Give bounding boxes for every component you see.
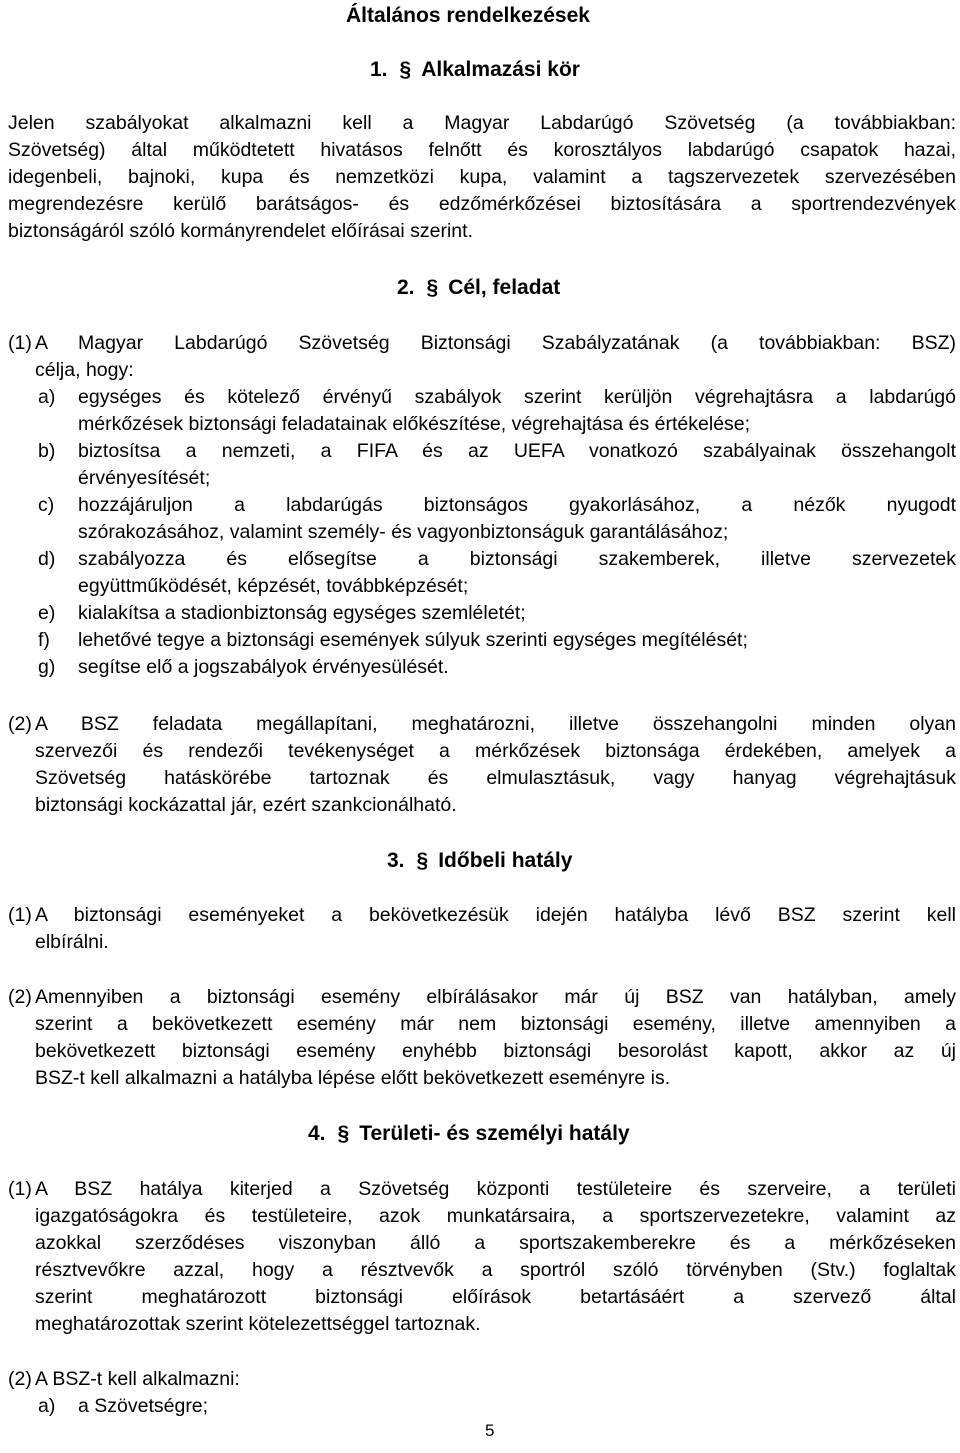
text-line: szervezői és rendezői tevékenységet a mérkőzések biztonsága érdekében, amelyek a [35, 740, 956, 762]
list-label: d) [38, 548, 56, 570]
section-number: 3. [387, 849, 405, 872]
text-line: A biztonsági eseményeket a bekövetkezésük idején hatályba lévő BSZ szerint kell [35, 904, 956, 926]
paragraph-number: (1) [8, 332, 32, 354]
text-line: a Szövetségre; [78, 1395, 209, 1417]
text-line: Szövetség hatáskörébe tartoznak és elmulasztásuk, vagy hanyag végrehajtásuk [35, 767, 956, 789]
paragraph-number: (2) [8, 713, 32, 735]
paragraph-sign: § [426, 276, 439, 299]
section-2-paragraph-2 [8, 711, 956, 819]
text-line: érvényesítését; [78, 467, 211, 489]
paragraph-sign: § [337, 1122, 350, 1145]
section-number: 1. [370, 58, 388, 81]
section-2-paragraph-1 [8, 330, 956, 384]
list-item [38, 438, 956, 492]
text-line: A Magyar Labdarúgó Szövetség Biztonsági Szabályzatának (a továbbiakban: BSZ) [35, 332, 956, 354]
text-line: egységes és kötelező érvényű szabályok szerint kerüljön végrehajtásra a labdarúgó [78, 386, 956, 408]
section-title: Alkalmazási kör [421, 58, 580, 81]
section-number: 2. [397, 276, 415, 299]
text-line: bekövetkezett biztonsági esemény enyhébb biztonsági besorolást kapott, akkor az új [35, 1040, 956, 1062]
paragraph-number: (1) [8, 1178, 32, 1200]
section-1-paragraph [8, 110, 956, 245]
list-label: a) [38, 1395, 56, 1417]
text-line: megrendezésre kerülő barátságos- és edzőmérkőzései biztosítására a sportrendezvények [8, 193, 956, 215]
section-number: 4. [308, 1122, 326, 1145]
paragraph-sign: § [399, 58, 412, 81]
list-item [38, 1393, 956, 1420]
section-4-list [38, 1393, 956, 1420]
text-line: Amennyiben a biztonsági esemény elbírálásakor már új BSZ van hatályban, amely [35, 986, 956, 1008]
text-line: azokkal szerződéses viszonyban álló a sportszakemberekre és a mérkőzéseken [35, 1232, 956, 1254]
text-line: meghatározottak szerint kötelezettséggel tartoznak. [35, 1313, 481, 1335]
page-number: 5 [485, 1421, 495, 1440]
section-title: Területi- és személyi hatály [359, 1122, 630, 1145]
text-line: BSZ-t kell alkalmazni a hatályba lépése előtt bekövetkezett eseményre is. [35, 1067, 671, 1089]
text-line: mérkőzések biztonsági feladatainak előkészítése, végrehajtása és értékelése; [78, 413, 751, 435]
text-line: szórakozásához, valamint személy- és vagyonbiztonságuk garantálásához; [78, 521, 729, 543]
text-line: A BSZ-t kell alkalmazni: [35, 1368, 240, 1390]
text-line: biztosítsa a nemzeti, a FIFA és az UEFA vonatkozó szabályainak összehangolt [78, 440, 956, 462]
text-line: célja, hogy: [35, 359, 134, 381]
list-label: a) [38, 386, 56, 408]
list-label: g) [38, 656, 56, 678]
section-3-paragraph-1 [8, 902, 956, 956]
text-line: kialakítsa a stadionbiztonság egységes szemléletét; [78, 602, 526, 624]
text-line: A BSZ feladata megállapítani, meghatározni, illetve összehangolni minden olyan [35, 713, 956, 735]
section-3-paragraph-2 [8, 984, 956, 1092]
text-line: szerint meghatározott biztonsági előírások betartásáért a szervező által [35, 1286, 956, 1308]
text-line: szabályozza és elősegítse a biztonsági szakemberek, illetve szervezetek [78, 548, 956, 570]
section-3-heading [387, 849, 572, 873]
section-2-heading [397, 276, 560, 300]
text-line: biztonsági kockázattal jár, ezért szankcionálható. [35, 794, 457, 816]
text-line: együttműködését, képzését, továbbképzését; [78, 575, 469, 597]
text-line: A BSZ hatálya kiterjed a Szövetség központi testületeire és szerveire, a területi [35, 1178, 956, 1200]
section-title: Cél, feladat [448, 276, 561, 299]
text-line: Jelen szabályokat alkalmazni kell a Magyar Labdarúgó Szövetség (a továbbiakban: [8, 112, 956, 134]
list-label: e) [38, 602, 56, 624]
list-item [38, 384, 956, 438]
list-item [38, 600, 956, 627]
list-label: c) [38, 494, 55, 516]
text-line: hozzájáruljon a labdarúgás biztonságos gyakorlásához, a nézők nyugodt [78, 494, 956, 516]
text-line: biztonságáról szóló kormányrendelet előírásai szerint. [8, 220, 473, 242]
section-1-heading [370, 58, 580, 82]
list-item [38, 627, 956, 654]
document-title: Általános rendelkezések [346, 4, 590, 27]
text-line: résztvevőkre azzal, hogy a résztvevők a sportról szóló törvényben (Stv.) foglaltak [35, 1259, 956, 1281]
paragraph-sign: § [416, 849, 429, 872]
section-4-paragraph-1 [8, 1176, 956, 1338]
paragraph-number: (2) [8, 1368, 32, 1390]
list-label: b) [38, 440, 56, 462]
text-line: idegenbeli, bajnoki, kupa és nemzetközi kupa, valamint a tagszervezetek szervezésében [8, 166, 956, 188]
section-4-paragraph-2 [8, 1366, 956, 1393]
text-line: igazgatóságokra és testületeire, azok munkatársaira, a sportszervezetekre, valamint az [35, 1205, 956, 1227]
text-line: segítse elő a jogszabályok érvényesülését. [78, 656, 449, 678]
list-item [38, 492, 956, 546]
list-item [38, 654, 956, 681]
text-line: Szövetség) által működtetett hivatásos felnőtt és korosztályos labdarúgó csapatok hazai, [8, 139, 956, 161]
section-2-list [38, 384, 956, 681]
section-title: Időbeli hatály [438, 849, 573, 872]
list-label: f) [38, 629, 50, 651]
section-4-heading [308, 1122, 630, 1146]
paragraph-number: (1) [8, 904, 32, 926]
list-item [38, 546, 956, 600]
text-line: szerint a bekövetkezett esemény már nem biztonsági esemény, illetve amennyiben a [35, 1013, 956, 1035]
text-line: lehetővé tegye a biztonsági események súlyuk szerinti egységes megítélését; [78, 629, 748, 651]
text-line: elbírálni. [35, 931, 109, 953]
paragraph-number: (2) [8, 986, 32, 1008]
